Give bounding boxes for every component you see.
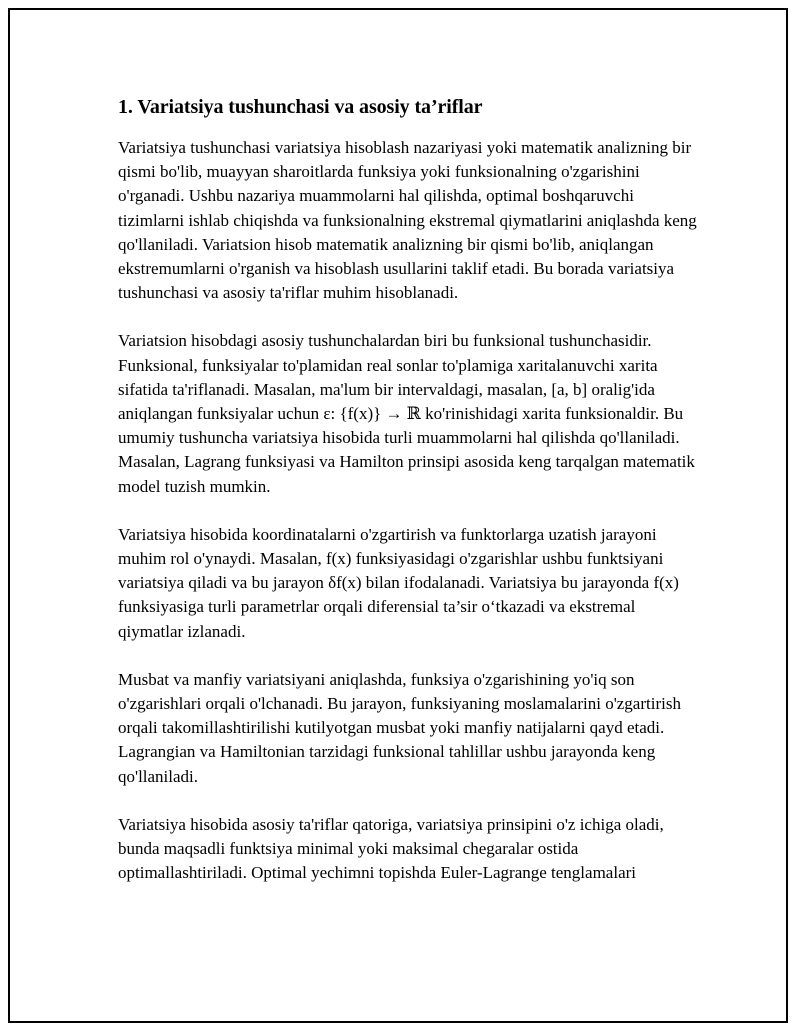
- section-heading: 1. Variatsiya tushunchasi va asosiy ta’riflar: [118, 96, 483, 118]
- paragraph-1: Variatsiya tushunchasi variatsiya hisoblash nazariyasi yoki matematik analizning bir qismi bo'lib, muayyan sharoitlarda funksiya yoki funksionalning o'zgarishini o'rganadi. Ushbu nazariya muammolarni hal qilishda, optimal boshqaruvchi tizimlarni ishlab chiqishda va funksionalning ekstremal qiymatlarini aniqlashda keng qo'llaniladi. Variatsion hisob matematik analizning bir qismi bo'lib, aniqlangan ekstremumlarni o'rganish va hisoblash usullarini taklif etadi. Bu borada variatsiya tushunchasi va asosiy ta'riflar muhim hisoblanadi.: [118, 138, 697, 303]
- paragraph-3: Variatsiya hisobida koordinatalarni o'zgartirish va funktorlarga uzatish jarayoni muhim rol o'ynaydi. Masalan, f(x) funksiyasidagi o'zgarishlar ushbu funktsiyani variatsiya qiladi va bu jarayon δf(x) bilan ifodalanadi. Variatsiya bu jarayonda f(x) funksiyasiga turli parametrlar orqali diferensial ta’sir o‘tkazadi va ekstremal qiymatlar izlanadi.: [118, 524, 679, 641]
- paragraph-4: Musbat va manfiy variatsiyani aniqlashda, funksiya o'zgarishining yo'iq son o'zgarishlari orqali o'lchanadi. Bu jarayon, funksiyaning moslamalarini o'zgartirish orqali takomillashtirilishi kutilyotgan musbat yoki manfiy natijalarni qayd etadi. Lagrangian va Hamiltonian tarzidagi funksional tahlillar ushbu jarayonda keng qo'llaniladi.: [118, 669, 681, 786]
- paragraph-5: Variatsiya hisobida asosiy ta'riflar qatoriga, variatsiya prinsipini o'z ichiga oladi, bunda maqsadli funktsiya minimal yoki maksimal chegaralar ostida optimallashtiriladi. Optimal yechimni topishda Euler-Lagrange tenglamalari: [118, 814, 664, 883]
- paragraph-2: Variatsion hisobdagi asosiy tushunchalardan biri bu funksional tushunchasidir. Funksional, funksiyalar to'plamidan real sonlar to'plamiga xaritalanuvchi xarita sifatida ta'riflanadi. Masalan, ma'lum bir intervaldagi, masalan, [a, b] oralig'ida aniqlangan funksiyalar uchun ε: {f(x)} → ℝ ko'rinishidagi xarita funksionaldir. Bu umumiy tushuncha variatsiya hisobida turli muammolarni hal qilishda qo'llaniladi. Masalan, Lagrang funksiyasi va Hamilton prinsipi asosida keng tarqalgan matematik model tuzish mumkin.: [118, 331, 695, 496]
- document-body: [118, 92, 698, 909]
